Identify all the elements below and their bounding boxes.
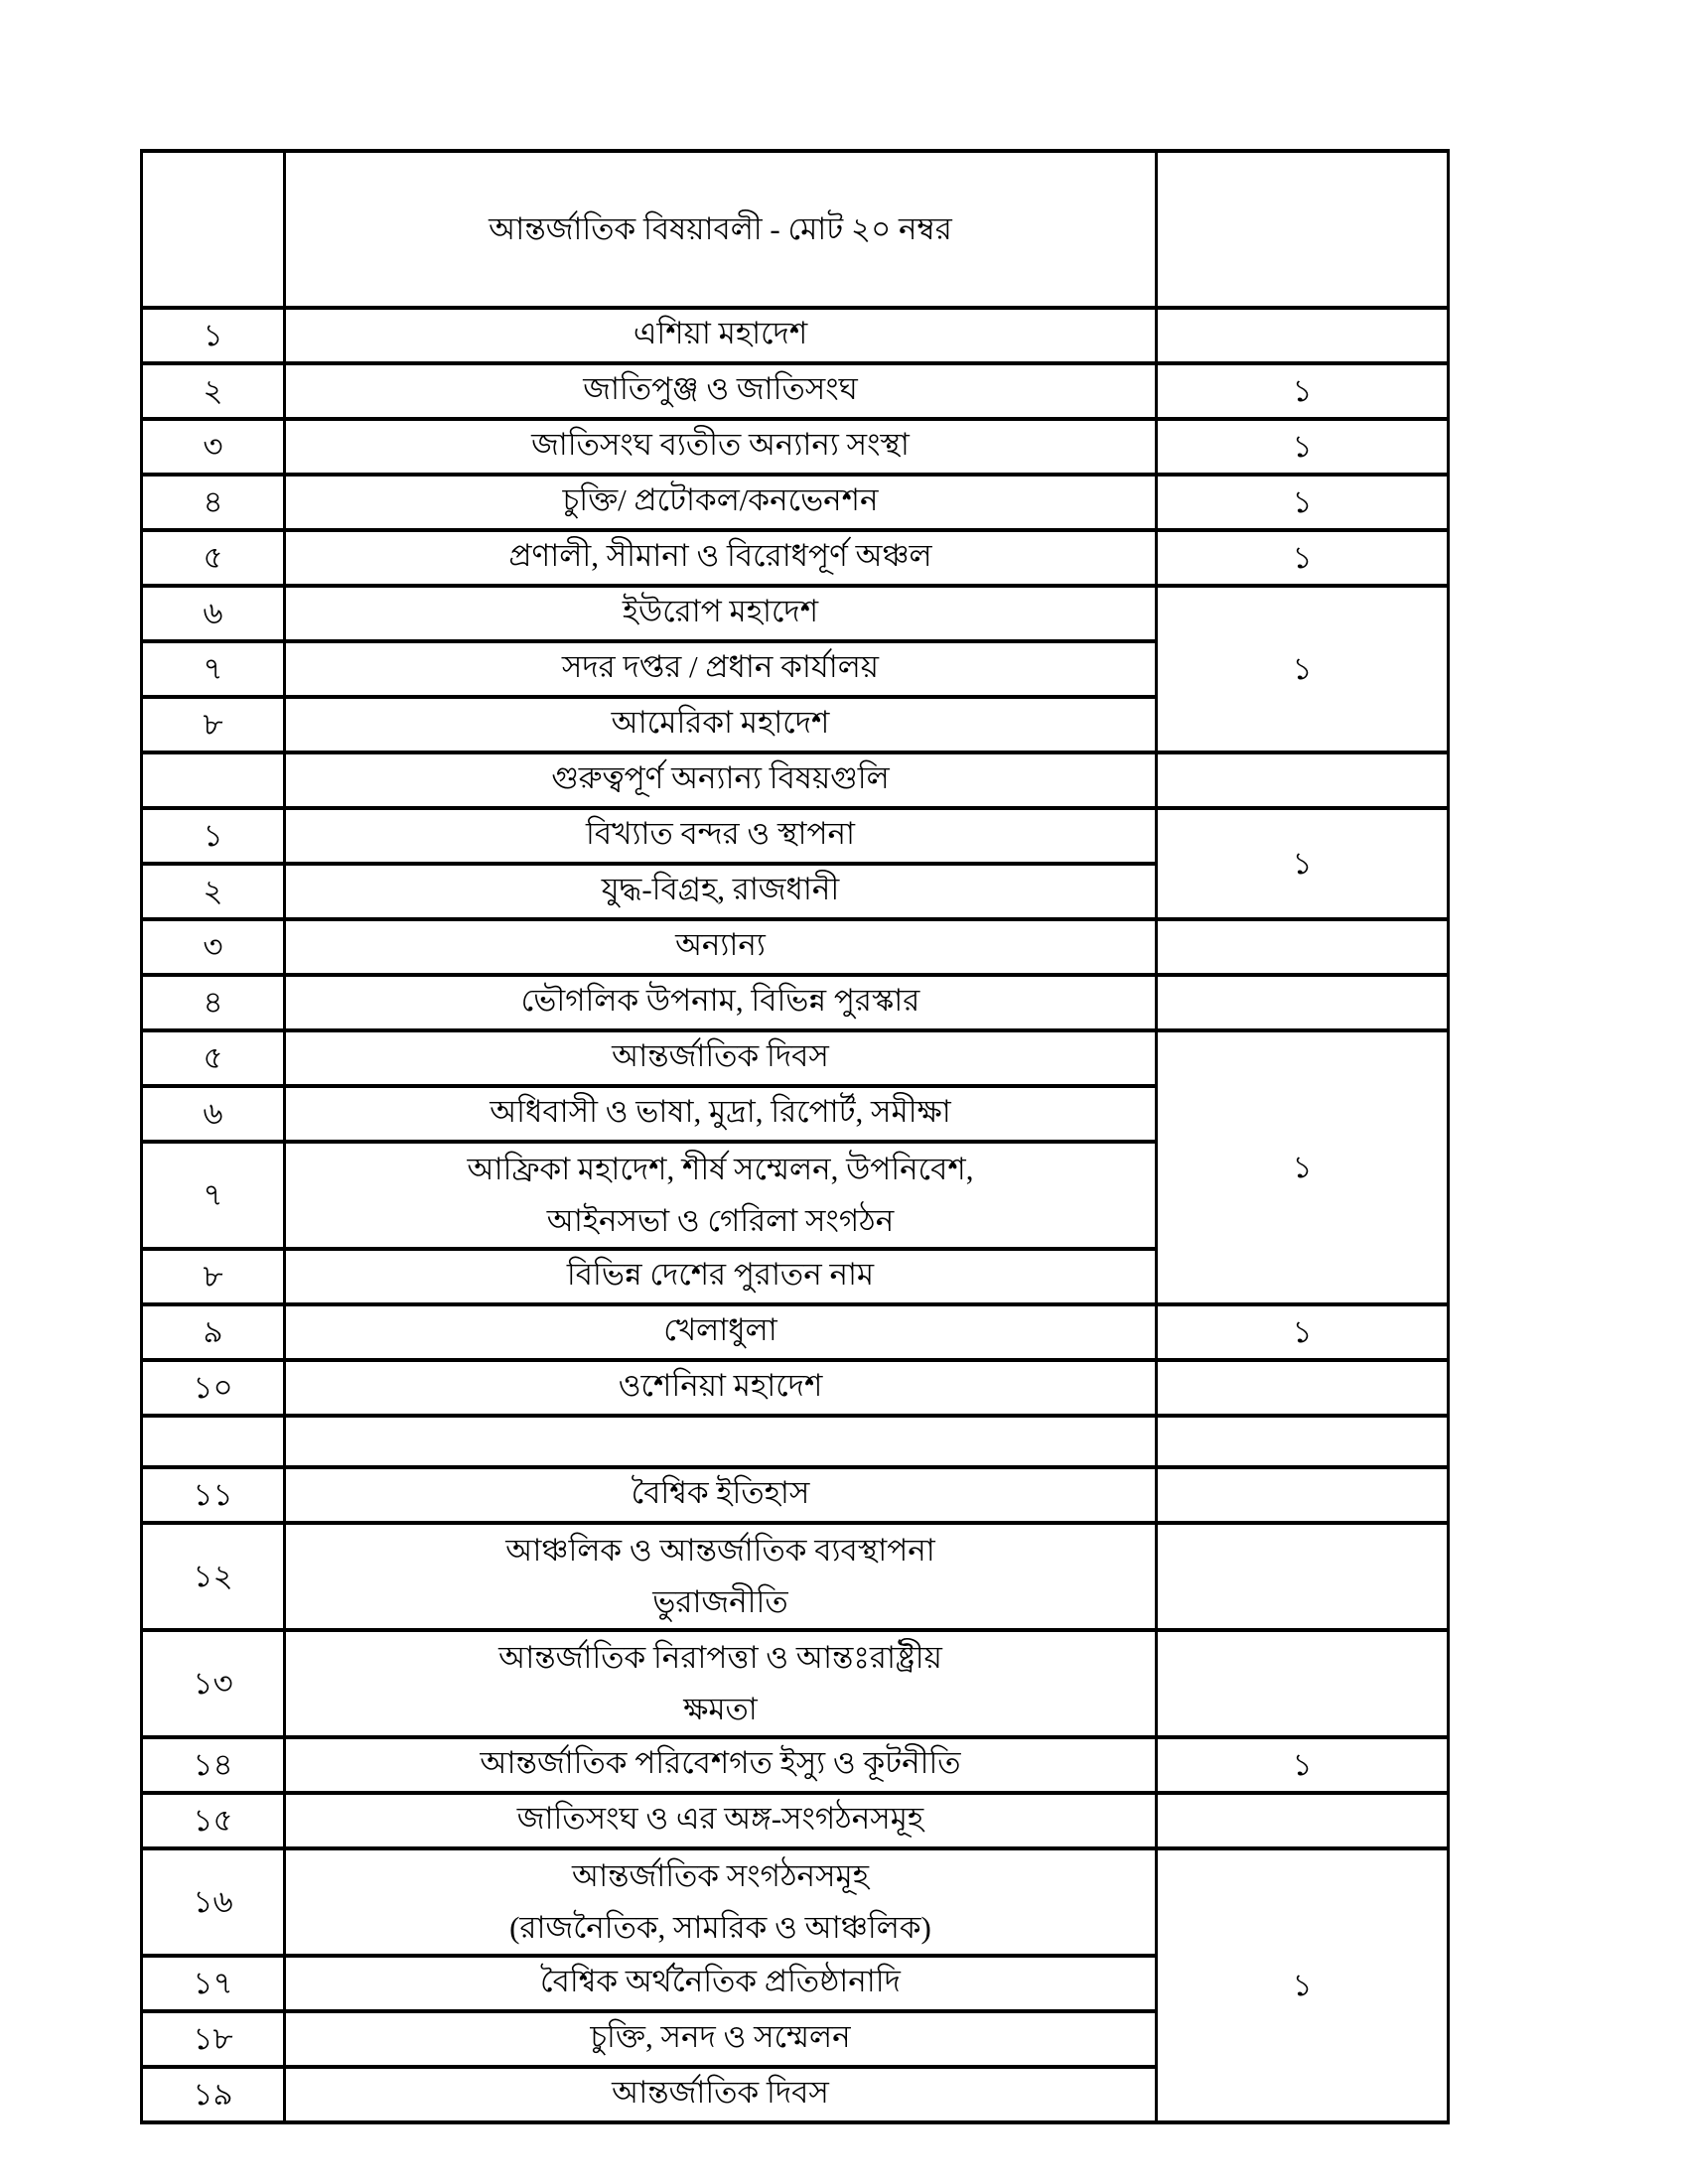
serial-cell: ১২ [142,1523,285,1630]
topic-cell [285,697,1157,752]
serial-cell [142,1416,285,1467]
serial-cell: ১৮ [142,2011,285,2067]
serial-cell: ১৬ [142,1848,285,1956]
topic-line: আইনসভা ও গেরিলা সংগঠন [546,1203,895,1238]
table-row [142,1467,1449,1523]
topic-line: আন্তর্জাতিক পরিবেশগত ইস্যু ও কূটনীতি [480,1745,961,1780]
topic-line: এশিয়া মহাদেশ [633,316,808,350]
topic-line: জাতিপুঞ্জ ও জাতিসংঘ [583,371,858,406]
table-row [142,752,1449,808]
serial-cell: ১৩ [142,1630,285,1737]
serial-cell: ৪ [142,975,285,1030]
table-row [142,1630,1449,1737]
topic-cell [285,752,1157,808]
table-row [142,1304,1449,1360]
serial-cell: ৯ [142,1304,285,1360]
marks-cell [1157,1523,1449,1630]
topic-line: আমেরিকা মহাদেশ [611,705,830,740]
topic-cell [285,864,1157,919]
topic-cell [285,808,1157,864]
serial-cell: ১০ [142,1360,285,1416]
topic-line: জাতিসংঘ ও এর অঙ্গ-সংগঠনসমূহ [516,1801,924,1836]
header-serial-cell [142,151,285,308]
table-row [142,1737,1449,1793]
topic-cell [285,1523,1157,1630]
marks-cell: ১ [1157,1304,1449,1360]
marks-cell [1157,1793,1449,1848]
topic-line: আন্তর্জাতিক সংগঠনসমূহ [571,1858,869,1893]
serial-cell: ১১ [142,1467,285,1523]
topic-cell [285,2067,1157,2122]
topic-cell [285,1030,1157,1086]
topic-cell [285,1304,1157,1360]
serial-cell: ৫ [142,530,285,586]
serial-cell: ১৫ [142,1793,285,1848]
marks-cell: ১ [1157,586,1449,752]
topic-line: ওশেনিয়া মহাদেশ [618,1368,823,1403]
topic-cell [285,530,1157,586]
topic-cell [285,1360,1157,1416]
marks-cell [1157,1360,1449,1416]
table-title: আন্তর্জাতিক বিষয়াবলী - মোট ২০ নম্বর [285,151,1157,308]
topic-cell [285,1630,1157,1737]
topic-line: (রাজনৈতিক, সামরিক ও আঞ্চলিক) [509,1910,931,1945]
serial-cell: ৬ [142,1086,285,1142]
topic-cell [285,586,1157,641]
topic-cell [285,1086,1157,1142]
table-row [142,1848,1449,1956]
topic-line: আঞ্চলিক ও আন্তর্জাতিক ব্যবস্থাপনা [505,1533,935,1568]
topic-line: আন্তর্জাতিক দিবস [612,2075,829,2110]
table-row [142,919,1449,975]
marks-cell: ১ [1157,1737,1449,1793]
table-row [142,1030,1449,1086]
marks-cell [1157,1467,1449,1523]
topic-line: ভুরাজনীতি [652,1584,788,1619]
topic-cell [285,308,1157,363]
topic-line: বিভিন্ন দেশের পুরাতন নাম [566,1257,875,1292]
marks-cell [1157,308,1449,363]
table-row [142,419,1449,475]
marks-cell [1157,975,1449,1030]
marks-cell: ১ [1157,363,1449,419]
table-header-row [142,151,1449,308]
table-row [142,308,1449,363]
topic-cell [285,475,1157,530]
table-row [142,975,1449,1030]
topic-line: ক্ষমতা [683,1692,758,1726]
marks-cell: ১ [1157,1848,1449,2122]
topic-cell [285,1737,1157,1793]
marks-cell [1157,1630,1449,1737]
topic-line: জাতিসংঘ ব্যতীত অন্যান্য সংস্থা [531,427,910,462]
topic-line: বৈশ্বিক ইতিহাস [631,1475,810,1510]
topic-cell [285,419,1157,475]
table-row [142,1360,1449,1416]
topic-line: অধিবাসী ও ভাষা, মুদ্রা, রিপোর্ট, সমীক্ষা [490,1094,951,1129]
table-row [142,530,1449,586]
table-row [142,808,1449,864]
topic-cell [285,641,1157,697]
topic-cell [285,1416,1157,1467]
topic-line: বৈশ্বিক অর্থনৈতিক প্রতিষ্ঠানাদি [540,1964,901,1998]
topic-cell [285,1467,1157,1523]
topic-cell [285,2011,1157,2067]
topic-line: খেলাধুলা [663,1312,777,1347]
topic-line: অন্যান্য [675,927,766,962]
marks-cell: ১ [1157,475,1449,530]
topic-line: চুক্তি/ প্রটোকল/কনভেনশন [562,482,879,517]
serial-cell: ৭ [142,1142,285,1249]
serial-cell: ১৭ [142,1956,285,2011]
serial-cell [142,752,285,808]
serial-cell: ১ [142,808,285,864]
serial-cell: ৪ [142,475,285,530]
serial-cell: ৩ [142,919,285,975]
topic-line: সদর দপ্তর / প্রধান কার্যালয় [561,649,880,684]
serial-cell: ১৪ [142,1737,285,1793]
topic-line: বিখ্যাত বন্দর ও স্থাপনা [585,816,855,851]
topic-line: আফ্রিকা মহাদেশ, শীর্ষ সম্মেলন, উপনিবেশ, [467,1152,974,1186]
topic-cell [285,1249,1157,1304]
syllabus-table-body [142,151,1449,2122]
marks-cell [1157,919,1449,975]
table-row [142,475,1449,530]
topic-cell [285,975,1157,1030]
serial-cell: ৬ [142,586,285,641]
table-row [142,363,1449,419]
serial-cell: ৩ [142,419,285,475]
topic-cell [285,1793,1157,1848]
marks-cell: ১ [1157,419,1449,475]
topic-line: আন্তর্জাতিক নিরাপত্তা ও আন্তঃরাষ্ট্রীয় [498,1640,942,1675]
marks-cell: ১ [1157,530,1449,586]
table-row [142,1793,1449,1848]
serial-cell: ৮ [142,697,285,752]
table-row [142,1523,1449,1630]
topic-cell [285,1142,1157,1249]
topic-cell [285,1956,1157,2011]
marks-cell [1157,752,1449,808]
serial-cell: ১ [142,308,285,363]
serial-cell: ১৯ [142,2067,285,2122]
topic-line: আন্তর্জাতিক দিবস [612,1038,829,1073]
topic-cell [285,363,1157,419]
topic-line: ভৌগলিক উপনাম, বিভিন্ন পুরস্কার [520,983,920,1018]
syllabus-table [140,149,1450,2124]
topic-line: প্রণালী, সীমানা ও বিরোধপূর্ণ অঞ্চল [508,538,932,573]
serial-cell: ৫ [142,1030,285,1086]
serial-cell: ২ [142,363,285,419]
header-marks-cell [1157,151,1449,308]
topic-cell [285,1848,1157,1956]
table-row [142,586,1449,641]
marks-cell [1157,1416,1449,1467]
table-row [142,1416,1449,1467]
topic-line: যুদ্ধ-বিগ্রহ, রাজধানী [601,872,840,906]
marks-cell: ১ [1157,808,1449,919]
serial-cell: ২ [142,864,285,919]
topic-cell [285,919,1157,975]
topic-line: গুরুত্বপূর্ণ অন্যান্য বিষয়গুলি [551,760,890,795]
topic-line: চুক্তি, সনদ ও সম্মেলন [590,2019,851,2054]
marks-cell: ১ [1157,1030,1449,1304]
serial-cell: ৮ [142,1249,285,1304]
serial-cell: ৭ [142,641,285,697]
topic-line: ইউরোপ মহাদেশ [622,594,819,628]
